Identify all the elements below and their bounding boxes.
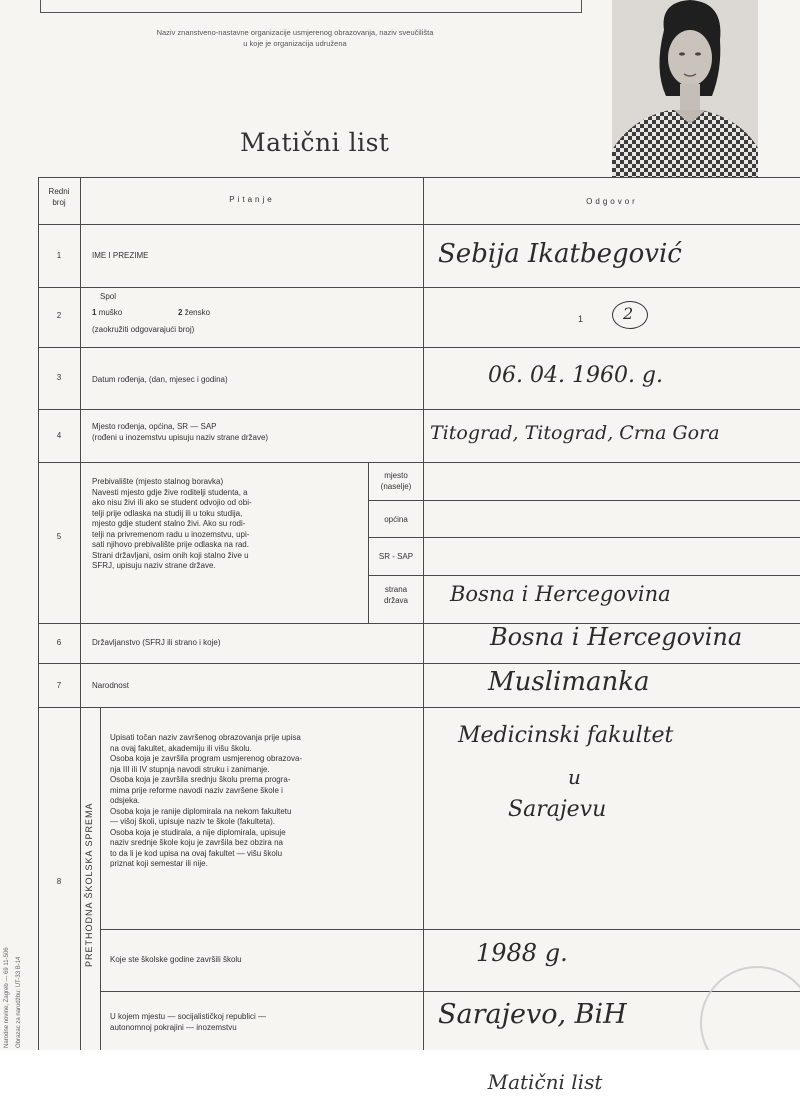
question-residence (92, 477, 366, 572)
row-number: 4 (56, 431, 62, 440)
question-line: U kojem mjestu — socijalističkoj republici — (110, 1012, 267, 1021)
image-caption (0, 1070, 800, 1094)
question-line: telji prije odlaska na studij ili u toku studija, (92, 508, 243, 518)
registration-form-table (38, 177, 800, 1050)
question-citizenship: Državljanstvo (SFRJ ili strano i koje) (92, 638, 221, 647)
question-line: Osoba koja je završila program usmjerenog obrazova- (110, 754, 303, 763)
column-divider (423, 177, 424, 1050)
portrait-image (612, 0, 758, 178)
row-divider (38, 409, 800, 410)
row-divider (38, 707, 800, 708)
answer-residence-state: Bosna i Hercegovina (450, 582, 671, 606)
question-line: ako nisu živi ili ako se student odvojio od obi- (92, 498, 252, 507)
question-line: nja III ili IV stupnja navodi struku i zanimanje. (110, 764, 270, 774)
row-divider (38, 663, 800, 664)
row-divider (38, 287, 800, 288)
column-header-question: Pitanje (229, 195, 275, 204)
answer-circled-option: 2 (623, 304, 634, 323)
answer-citizenship: Bosna i Hercegovina (490, 623, 743, 651)
question-sex-title: Spol (100, 292, 117, 301)
sub-label-place (369, 471, 423, 492)
question-line: telji na privremenom radu u inozemstvu, upi- (92, 529, 250, 539)
question-line: priznat koji semestar ili nije. (110, 859, 208, 868)
vertical-section-label: PRETHODNA ŠKOLSKA SPREMA (84, 802, 94, 967)
header-text: broj (52, 197, 66, 207)
question-birth-date: Datum rođenja, (dan, mjesec i godina) (92, 375, 228, 384)
sub-label-municipality: općina (384, 515, 408, 524)
vertical-label-divider (100, 707, 101, 1050)
printer-imprint: Obrazac za narudžbu: UT-33 B-14 (16, 956, 22, 1048)
id-photo (612, 0, 758, 178)
caption-text: Matični list (487, 1070, 603, 1094)
answer-school-line: Sarajevu (508, 797, 607, 822)
sub-label-text: država (383, 595, 408, 605)
sub-label-text: (naselje) (380, 481, 412, 491)
row-divider (38, 347, 800, 348)
sub-row-divider (100, 929, 800, 930)
sub-label-text: mjesto (384, 471, 408, 480)
header-text: Redni (48, 187, 70, 196)
option-female (178, 308, 210, 319)
sub-label-state (369, 585, 423, 606)
organization-caption-line: Naziv znanstveno-nastavne organizacije usmjerenog obrazovanja, naziv sveučilišta (156, 28, 434, 37)
question-line: to da li je kod upisa na ovaj fakultet — višu školu (110, 848, 283, 858)
question-line: Prebivalište (mjesto stalnog boravka) (92, 477, 224, 486)
sub-row-divider (368, 575, 800, 576)
question-line: odsjeka. (110, 796, 140, 805)
question-sex-note: (zaokružiti odgovarajući broj) (92, 325, 195, 334)
sub-row-divider (368, 537, 800, 538)
question-school-year: Koje ste školske godine završili školu (110, 955, 242, 964)
answer-birth-place: Titograd, Titograd, Crna Gora (430, 422, 720, 444)
answer-option-1: 1 (578, 314, 584, 324)
row-number: 2 (56, 311, 62, 320)
row-number: 3 (56, 373, 62, 382)
document-title: Matični list (240, 128, 390, 157)
question-line: (rođeni u inozemstvu upisuju naziv strane države) (92, 432, 269, 442)
answer-school-place: Sarajevo, BiH (438, 999, 627, 1030)
column-header-number (38, 187, 80, 208)
row-number: 6 (56, 638, 62, 647)
table-border (38, 177, 39, 1050)
question-name: IME I PREZIME (92, 251, 149, 260)
question-line: Osoba koja je ranije diplomirala na nekom fakultetu (110, 806, 292, 816)
question-line: SFRJ, upisuju naziv strane države. (92, 561, 216, 570)
row-number: 8 (56, 877, 62, 886)
question-birth-place (92, 422, 268, 443)
sub-label-text: strana (384, 585, 408, 594)
question-line: Strani državljani, osim onih koji stalno žive u (92, 550, 249, 560)
sub-label-republic: SR - SAP (378, 552, 414, 561)
question-line: Mjesto rođenja, općina, SR — SAP (92, 422, 217, 431)
option-male (92, 308, 122, 319)
answer-school-year: 1988 g. (476, 939, 568, 967)
question-line: — višoj školi, upisuje naziv te škole (fakulteta). (110, 817, 275, 826)
answer-name: Sebija Ikatbegović (438, 239, 682, 269)
question-line: Navesti mjesto gdje žive roditelji studenta, a (92, 487, 248, 497)
sub-row-divider (368, 500, 800, 501)
sub-row-divider (100, 991, 800, 992)
question-line: naziv srednje škole koju je završila bez obzira na (110, 838, 283, 847)
table-border (38, 177, 800, 178)
column-divider (80, 177, 81, 1050)
question-school-place (110, 1012, 266, 1033)
option-number: 2 (178, 308, 183, 317)
answer-school-line: Medicinski fakultet (458, 723, 674, 748)
question-line: Upisati točan naziv završenog obrazovanja prije upisa (110, 733, 301, 742)
question-line: na ovaj fakultet, akademiju ili višu školu. (110, 743, 252, 753)
question-line: sati njihovo prebivalište prije odlaska na rad. (92, 540, 249, 549)
question-nationality: Narodnost (92, 681, 129, 690)
question-line: mima prije reforme navodi naziv završene škole i (110, 785, 283, 795)
option-label: žensko (184, 308, 211, 317)
row-divider (38, 462, 800, 463)
printer-imprint: Narodne novine, Zagreb — 69 11-506 (4, 947, 10, 1048)
question-line: mjesto gdje student stalno živi. Ako su rodi- (92, 519, 246, 528)
question-line: Osoba koja je studirala, a nije diplomirala, upisuje (110, 827, 286, 837)
column-header-answer: Odgovor (586, 197, 638, 206)
answer-birth-date: 06. 04. 1960. g. (488, 363, 664, 388)
row-divider (38, 224, 800, 225)
organization-caption-line: u koje je organizacija udružena (243, 39, 347, 48)
question-prior-education (110, 733, 422, 870)
answer-nationality: Muslimanka (488, 667, 650, 697)
organization-caption (100, 27, 490, 49)
question-line: Osoba koja je završila srednju školu prema progra- (110, 775, 291, 784)
option-label: muško (98, 308, 123, 317)
row-number: 1 (56, 251, 62, 260)
organization-name-box (40, 0, 582, 13)
answer-school-line: u (568, 765, 581, 789)
row-number: 7 (56, 681, 62, 690)
option-number: 1 (92, 308, 97, 317)
question-line: autonomnoj pokrajini — inozemstvu (110, 1022, 237, 1032)
row-number: 5 (56, 532, 62, 541)
